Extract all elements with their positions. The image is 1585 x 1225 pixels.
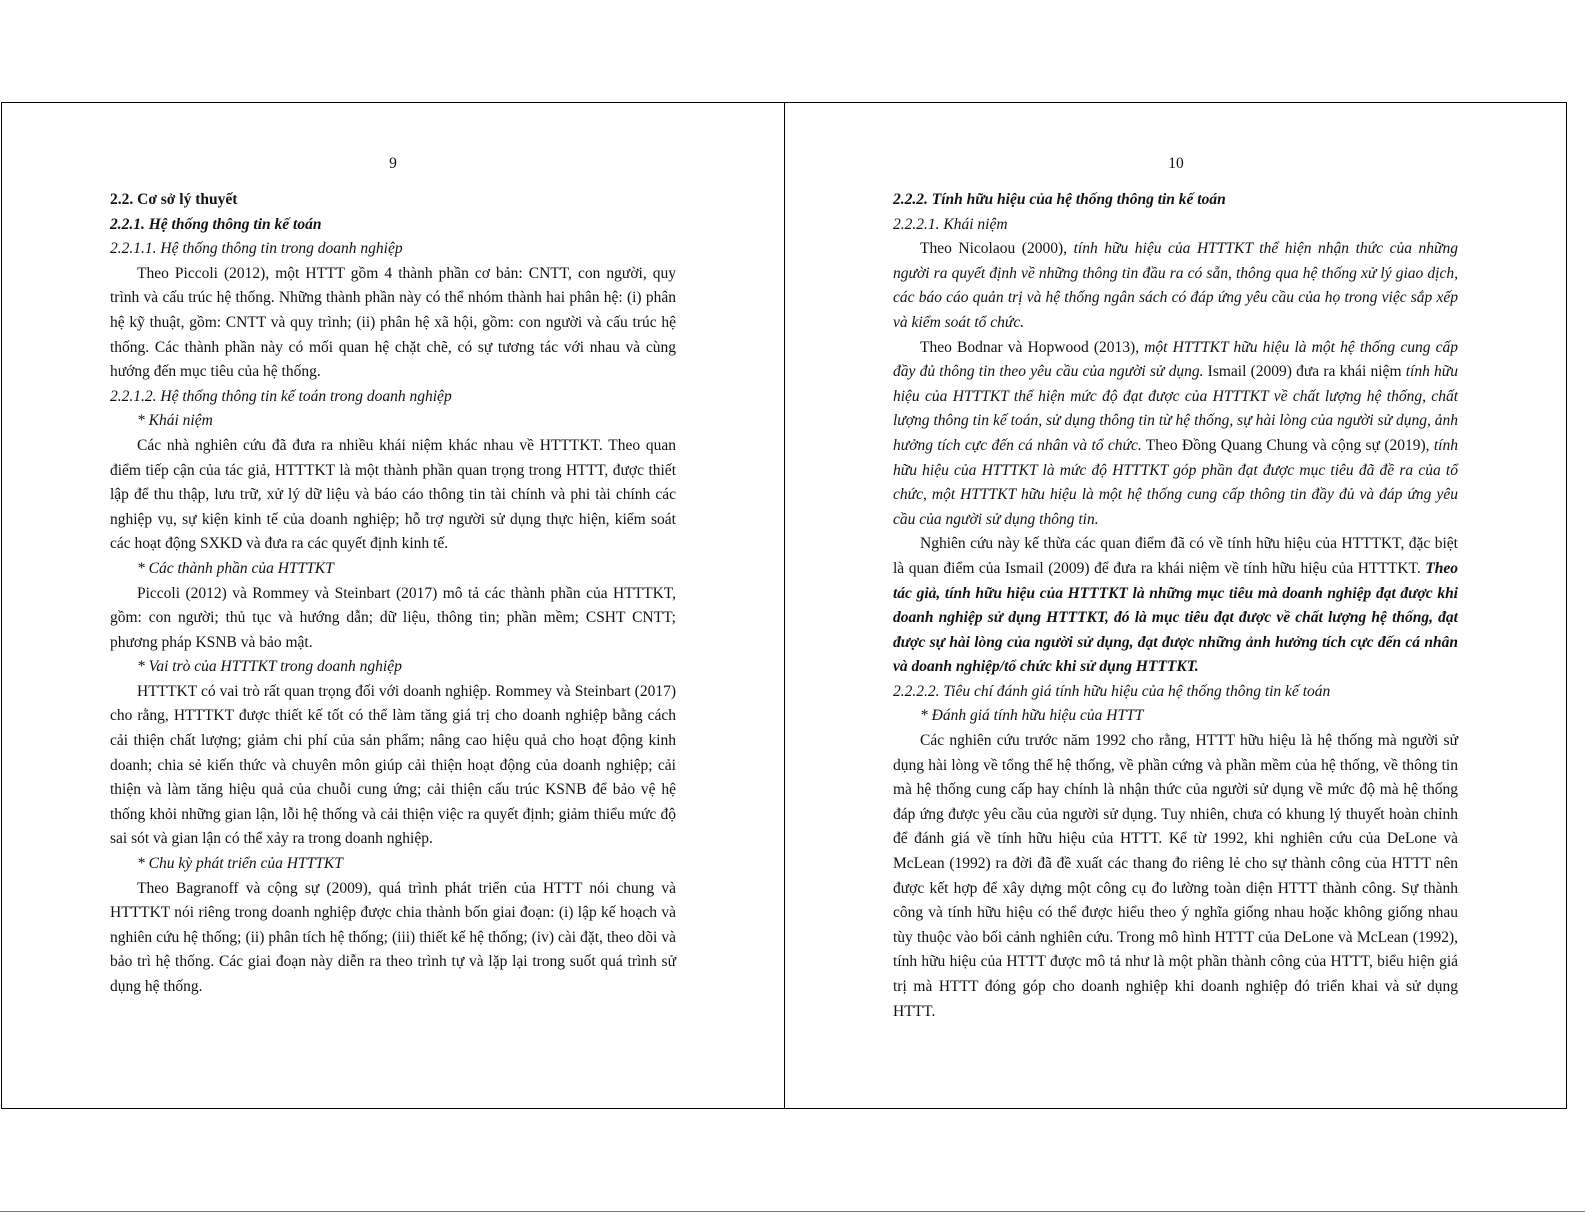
subsubsection-heading: 2.2.2.1. Khái niệm bbox=[893, 215, 1008, 233]
paragraph bbox=[893, 336, 1458, 533]
paragraph bbox=[893, 532, 1458, 680]
page-content bbox=[110, 188, 676, 1000]
text-run: Theo Bodnar và Hopwood (2013), bbox=[920, 338, 1145, 356]
subsection-heading: 2.2.1. Hệ thống thông tin kế toán bbox=[110, 215, 322, 233]
text-run: Nghiên cứu này kế thừa các quan điểm đã có về tính hữu hiệu của HTTTKT, đặc biệt là quan điểm của Ismail (2009) để đưa ra khái niệm về tính hữu hiệu của HTTTKT. bbox=[893, 535, 1458, 577]
page-number: 9 bbox=[389, 155, 397, 172]
page-left bbox=[2, 103, 785, 1108]
bullet-heading: * Đánh giá tính hữu hiệu của HTTT bbox=[920, 707, 1144, 725]
text-run: Theo Đồng Quang Chung và cộng sự (2019), bbox=[1141, 436, 1434, 454]
italic-text-run: tính hữu hiệu của HTTTKT là mức độ HTTTKT góp phần đạt được mục tiêu đã đề ra của tổ chức, một HTTTKT hữu hiệu là một hệ thống cung cấp thông tin đầy đủ và đáp ứng yêu cầu của người sử dụng thông tin. bbox=[893, 436, 1458, 528]
section-heading: 2.2. Cơ sở lý thuyết bbox=[110, 191, 238, 208]
bullet-heading: * Vai trò của HTTTKT trong doanh nghiệp bbox=[137, 658, 402, 676]
subsubsection-heading: 2.2.1.2. Hệ thống thông tin kế toán trong doanh nghiệp bbox=[110, 387, 452, 405]
italic-text-run: tính hữu hiệu của HTTTKT thể hiện nhận thức của những người ra quyết định về những thông tin đầu ra có sẵn, thông qua hệ thống xử lý giao dịch, các báo cáo quản trị và hệ thống ngân sách có đáp ứng yêu cầu của họ trong việc sắp xếp và kiểm soát tổ chức. bbox=[893, 240, 1458, 331]
paragraph: HTTTKT có vai trò rất quan trọng đối với doanh nghiệp. Rommey và Steinbart (2017) cho rằng, HTTTKT được thiết kế tốt có thể làm tăng giá trị cho doanh nghiệp bằng cách cải thiện chất lượng; giảm chi phí của sản phẩm; nâng cao hiệu quả cho hoạt động kinh doanh; chia sẻ kiến thức và chuyên môn giúp cải thiện hoạt động của doanh nghiệp; cải thiện và làm tăng hiệu quả của chuỗi cung ứng; cải thiện cấu trúc KSNB để bảo vệ hệ thống khỏi những gian lận, lỗi hệ thống và cải thiện việc ra quyết định; giảm thiểu mức độ sai sót và gian lận có thể xảy ra trong doanh nghiệp. bbox=[110, 682, 676, 848]
paragraph: Các nhà nghiên cứu đã đưa ra nhiều khái niệm khác nhau về HTTTKT. Theo quan điểm tiếp cận của tác giả, HTTTKT là một thành phần quan trọng trong HTTT, được thiết lập để thu thập, lưu trữ, xử lý dữ liệu và báo cáo thông tin tài chính và phi tài chính các nghiệp vụ, sự kiện kinh tế của doanh nghiệp; hỗ trợ người sử dụng thực hiện, kiểm soát các hoạt động SXKD và đưa ra các quyết định kinh tế. bbox=[110, 436, 676, 553]
paragraph: Các nghiên cứu trước năm 1992 cho rằng, HTTT hữu hiệu là hệ thống mà người sử dụng hài lòng về tổng thể hệ thống, về phần cứng và phần mềm của hệ thống, về thông tin mà hệ thống cung cấp hay chính là nhận thức của người sử dụng về mức độ mà hệ thống đáp ứng được yêu cầu của người sử dụng. Tuy nhiên, chưa có khung lý thuyết hoàn chỉnh để đánh giá về tính hữu hiệu của HTTT. Kể từ 1992, khi nghiên cứu của DeLone và McLean (1992) ra đời đã đề xuất các thang đo riêng lẻ cho sự thành công của HTTT nên được kết hợp để xây dựng một công cụ đo lường toàn diện HTTT thành công. Sự thành công và tính hữu hiệu có thể được hiểu theo ý nghĩa giống nhau hoặc không giống nhau tùy thuộc vào bối cảnh nghiên cứu. Trong mô hình HTTT của DeLone và McLean (1992), tính hữu hiệu của HTTT được mô tả như là một phần thành công của HTTT, biểu hiện giá trị mà HTTT đóng góp cho doanh nghiệp khi doanh nghiệp đó triển khai và sử dụng HTTT. bbox=[893, 732, 1458, 1020]
paragraph bbox=[893, 237, 1458, 335]
italic-text-run: một HTTTKT hữu hiệu là một hệ thống cung cấp đầy đủ thông tin theo yêu cầu của người sử dụng. bbox=[893, 338, 1458, 381]
paragraph: Theo Bagranoff và cộng sự (2009), quá trình phát triển của HTTT nói chung và HTTTKT nói riêng trong doanh nghiệp được chia thành bốn giai đoạn: (i) lập kế hoạch và nghiên cứu hệ thống; (ii) phân tích hệ thống; (iii) thiết kế hệ thống; (iv) cài đặt, theo dõi và bảo trì hệ thống. Các giai đoạn này diễn ra theo trình tự và lặp lại trong suốt quá trình sử dụng hệ thống. bbox=[110, 879, 676, 995]
bottom-divider bbox=[0, 1211, 1585, 1212]
bullet-heading: * Các thành phần của HTTTKT bbox=[137, 559, 334, 577]
document-spread bbox=[1, 102, 1567, 1109]
bullet-heading: * Chu kỳ phát triển của HTTTKT bbox=[137, 855, 343, 873]
bold-italic-text-run: Theo tác giả, tính hữu hiệu của HTTTKT là những mục tiêu mà doanh nghiệp đạt được khi doanh nghiệp sử dụng HTTTKT, đó là mục tiêu đạt được về chất lượng hệ thống, đạt được sự hài lòng của người sử dụng, đạt được những ảnh hưởng tích cực đến cá nhân và doanh nghiệp/tổ chức khi sử dụng HTTTKT. bbox=[893, 559, 1458, 676]
bullet-heading: * Khái niệm bbox=[137, 412, 213, 430]
text-run: Theo Nicolaou (2000), bbox=[920, 240, 1074, 258]
italic-text-run: tính hữu hiệu của HTTTKT thể hiện mức độ đạt được của HTTTKT về chất lượng hệ thống, chất lượng thông tin kế toán, sử dụng thông tin từ hệ thống, sự hài lòng của người sử dụng, ảnh hưởng tích cực đến cá nhân và tổ chức. bbox=[893, 363, 1458, 454]
subsubsection-heading: 2.2.2.2. Tiêu chí đánh giá tính hữu hiệu của hệ thống thông tin kế toán bbox=[893, 682, 1331, 700]
subsection-heading: 2.2.2. Tính hữu hiệu của hệ thống thông tin kế toán bbox=[893, 191, 1226, 208]
page-number: 10 bbox=[1168, 155, 1184, 172]
paragraph: Theo Piccoli (2012), một HTTT gồm 4 thành phần cơ bản: CNTT, con người, quy trình và cấu trúc hệ thống. Những thành phần này có thể nhóm thành hai phân hệ: (i) phân hệ kỹ thuật, gồm: CNTT và quy trình; (ii) phân hệ xã hội, gồm: con người và cấu trúc hệ thống. Các thành phần này có mối quan hệ chặt chẽ, có sự tương tác với nhau và cùng hướng đến mục tiêu của hệ thống. bbox=[110, 264, 676, 381]
page-right bbox=[785, 103, 1567, 1108]
paragraph: Piccoli (2012) và Rommey và Steinbart (2017) mô tả các thành phần của HTTTKT, gồm: con người; thủ tục và hướng dẫn; dữ liệu, thông tin; phần mềm; CSHT CNTT; phương pháp KSNB và bảo mật. bbox=[110, 584, 676, 651]
subsubsection-heading: 2.2.1.1. Hệ thống thông tin trong doanh nghiệp bbox=[110, 240, 403, 258]
text-run: Ismail (2009) đưa ra khái niệm bbox=[1203, 363, 1406, 381]
page-content bbox=[893, 188, 1458, 1024]
